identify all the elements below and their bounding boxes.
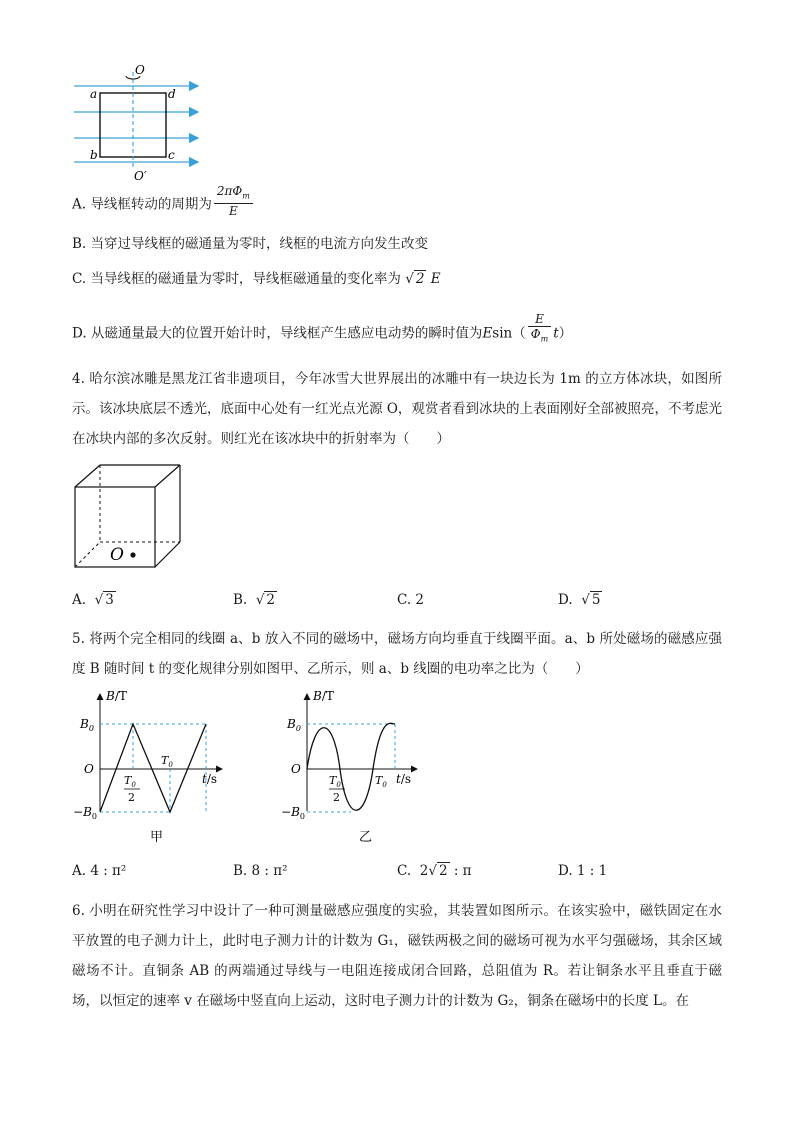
q5-option-d: D. 1 : 1 <box>558 863 608 879</box>
q5-option-a: A. 4 : π² <box>72 863 127 879</box>
q4-option-d: D. √ 5 <box>558 592 601 608</box>
q5-option-b: B. 8 : π² <box>233 863 288 879</box>
corner-c: c <box>168 148 175 162</box>
light-source-point <box>130 552 135 557</box>
t-half-num: $T_0$ <box>124 774 136 789</box>
origin-label: O <box>84 762 94 776</box>
corner-d: d <box>168 87 176 101</box>
graph-jia <box>70 686 230 846</box>
ice-cube-figure <box>70 462 190 572</box>
corner-b: b <box>90 148 98 162</box>
q3-option-b: B. 当穿过导线框的磁通量为零时，线框的电流方向发生改变 <box>72 236 429 252</box>
t-half-den: 2 <box>333 791 340 804</box>
q4-option-c: C. 2 <box>397 592 425 608</box>
q3-option-a: A. 导线框转动的周期为 $\frac{2\pi\Phi_m}{E}$ <box>72 192 255 218</box>
caption-yi: 乙 <box>359 830 373 845</box>
q4-option-b: B. √ 2 <box>233 592 276 608</box>
graph-yi <box>283 686 443 846</box>
q3-option-d: D. 从磁通量最大的位置开始计时，导线框产生感应电动势的瞬时值为Esin（ $\frac{E}{\Phi_m}$ t） <box>72 322 572 346</box>
q3-option-c: C. 当导线框的磁通量为零时，导线框磁通量的变化率为 √ 2 E <box>72 271 441 287</box>
t-full-label: $T_0$ <box>375 774 387 789</box>
t-half-num: $T_0$ <box>329 774 341 789</box>
x-axis-label: t/s <box>202 772 218 786</box>
y-axis-label: B/T <box>106 689 127 703</box>
origin-label: O <box>291 762 301 776</box>
caption-jia: 甲 <box>150 830 164 845</box>
q5-option-c: C. 2√ 2 : π <box>397 863 472 879</box>
cube-label-o: O <box>110 545 124 565</box>
coil-figure <box>68 62 218 186</box>
y-bottom-label: $-B_0$ <box>281 805 305 821</box>
t-half-den: 2 <box>128 791 135 804</box>
y-axis-label: B/T <box>313 689 334 703</box>
t-full-label: $T_0$ <box>161 754 173 769</box>
q5-question: 5. 将两个完全相同的线圈 a、b 放入不同的磁场中，磁场方向均垂直于线圈平面。a、b 所处磁场的磁感应强度 B 随时间 t 的变化规律分别如图甲、乙所示，则 a、b 线圈的电功率之比为（ ） <box>72 631 722 677</box>
y-top-label: $B_0$ <box>80 717 94 733</box>
triangle-wave <box>100 724 206 812</box>
sine-wave <box>307 723 395 810</box>
corner-a: a <box>90 87 98 101</box>
label-O-bottom: O′ <box>134 169 147 183</box>
y-top-label: $B_0$ <box>287 717 301 733</box>
q6-question: 6. 小明在研究性学习中设计了一种可测量磁感应强度的实验，其装置如图所示。在该实验中，磁铁固定在水平放置的电子测力计上，此时电子测力计的计数为 G₁，磁铁两极之间的磁场可视为水平匀强磁场，其余区域磁场不计。直铜条 AB 的两端通过导线与一电阻连接成闭合回路，总阻值为 R。若让铜条水平且垂直于磁场，以恒定的速率 v 在磁场中竖直向上运动，这时电子测力计的计数为 G₂，铜条在磁场中的长度 L。在 <box>72 903 722 1009</box>
q4-option-a: A. √ 3 <box>72 592 114 608</box>
x-axis-label: t/s <box>396 772 412 786</box>
label-O-top: O <box>135 63 145 77</box>
q4-question: 4. 哈尔滨冰雕是黑龙江省非遗项目，今年冰雪大世界展出的冰雕中有一块边长为 1m 的立方体冰块，如图所示。该冰块底层不透光，底面中心处有一红光点光源 O，观赏者看到冰块的上表面刚好全部被照亮，不考虑光在冰块内部的多次反射。则红光在该冰块中的折射率为（ ） <box>72 371 722 447</box>
y-bottom-label: $-B_0$ <box>73 805 97 821</box>
